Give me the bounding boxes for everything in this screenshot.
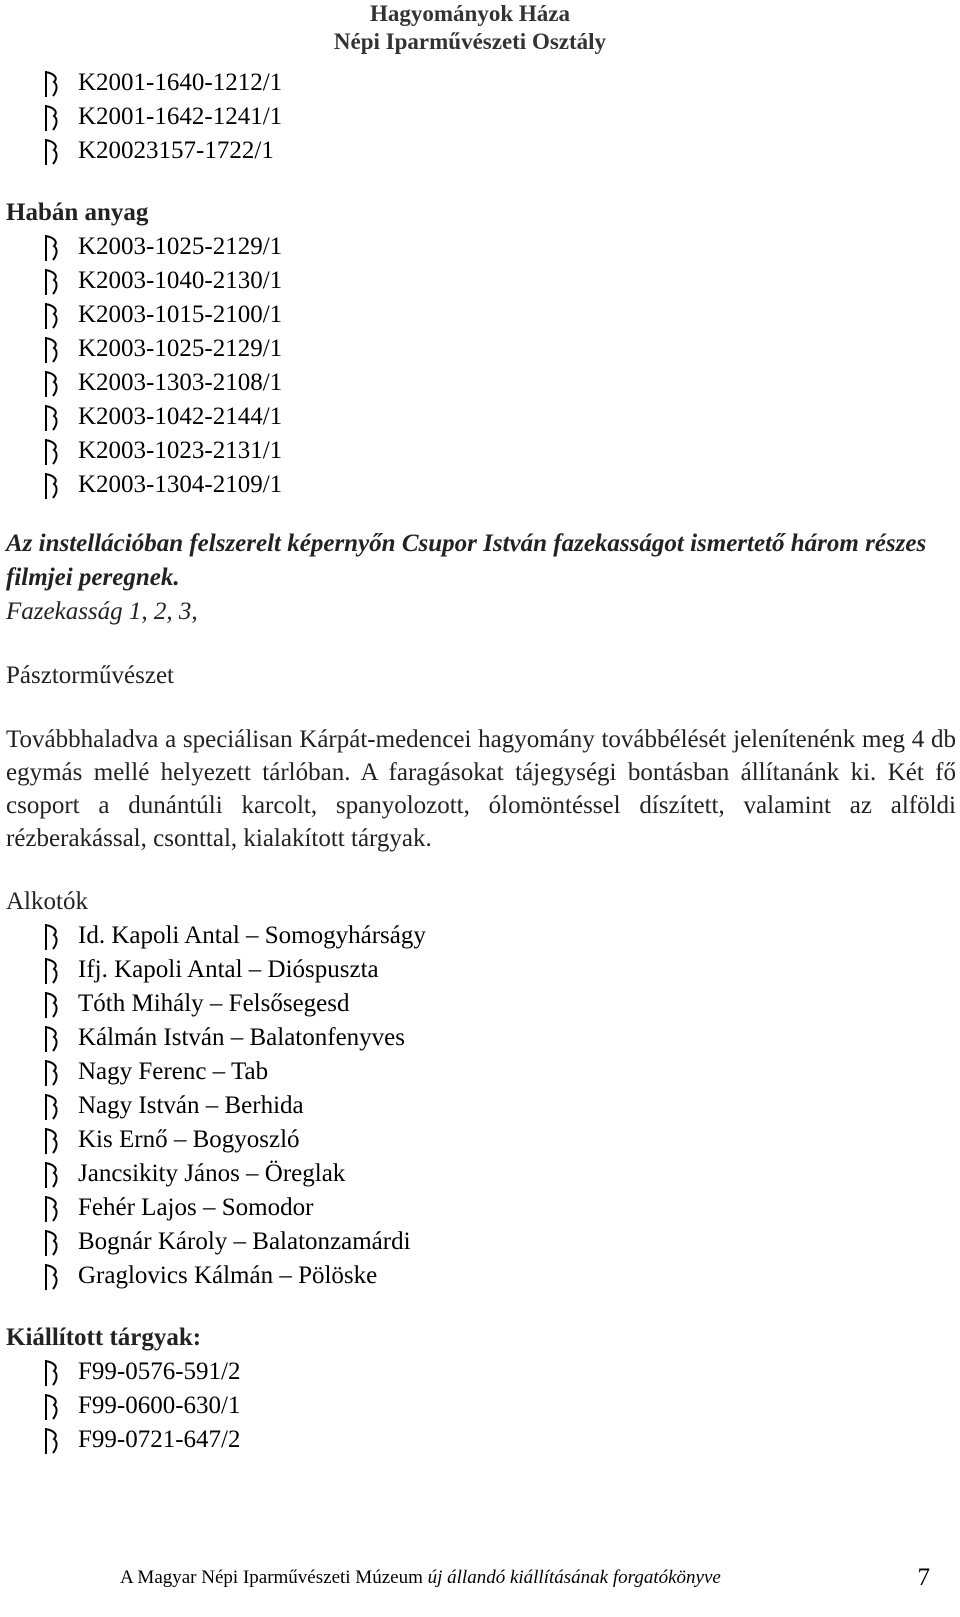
bullet-icon <box>42 138 62 166</box>
list-item-text: Kálmán István – Balatonfenyves <box>78 1024 405 1051</box>
list-item <box>6 400 956 434</box>
installation-text: Az instellációban felszerelt képernyőn Csupor István fazekasságot ismertető három részes filmjei peregnek. <box>6 530 927 591</box>
bullet-icon <box>42 1059 62 1087</box>
bullet-icon <box>42 1393 62 1421</box>
bullet-icon <box>42 1229 62 1257</box>
bullet-icon <box>42 438 62 466</box>
footer-text-normal: A Magyar Népi Iparművészeti Múzeum <box>120 1567 423 1588</box>
bullet-icon <box>42 268 62 296</box>
page-footer <box>120 1566 940 1590</box>
list-item-text: K2003-1025-2129/1 <box>78 335 283 362</box>
list-item <box>6 1157 956 1191</box>
list-item-text: F99-0721-647/2 <box>78 1426 241 1453</box>
list-item <box>6 434 956 468</box>
bullet-icon <box>42 302 62 330</box>
list-kiallitott <box>6 1355 956 1457</box>
list-item-text: K2003-1304-2109/1 <box>78 471 283 498</box>
bullet-icon <box>42 370 62 398</box>
list-item-text: Graglovics Kálmán – Pölöske <box>78 1262 378 1289</box>
list-item <box>6 919 956 953</box>
pasztor-paragraph: Továbbhaladva a speciálisan Kárpát-medencei hagyomány továbbélését jelenítenénk meg 4 db egymás mellé helyezett tárlóban. A faragásokat tájegységi bontásban állítanánk ki. Két fő csoport a dunántúli karcolt, spanyolozott, ólomöntéssel díszített, valamint az alföldi rézberakással, csonttal, kialakított tárgyak. <box>6 726 956 852</box>
bullet-icon <box>42 1093 62 1121</box>
list-item <box>6 1355 956 1389</box>
bullet-icon <box>42 336 62 364</box>
list-item-text: K2003-1025-2129/1 <box>78 233 283 260</box>
list-item <box>6 230 956 264</box>
list-item <box>6 264 956 298</box>
bullet-icon <box>42 70 62 98</box>
bullet-icon <box>42 1427 62 1455</box>
section-title-pasztor: Pásztorművészet <box>6 662 175 689</box>
section-title-kiallitott: Kiállított tárgyak: <box>6 1324 202 1351</box>
list-item-text: Fehér Lajos – Somodor <box>78 1194 314 1221</box>
list-item-text: Jancsikity János – Öreglak <box>78 1160 346 1187</box>
installation-films: Fazekasság 1, 2, 3, <box>6 598 198 625</box>
list-item <box>6 134 956 168</box>
bullet-icon <box>42 1359 62 1387</box>
list-item <box>6 1123 956 1157</box>
list-item-text: K2001-1640-1212/1 <box>78 69 283 96</box>
bullet-icon <box>42 1195 62 1223</box>
list-item <box>6 366 956 400</box>
header-line-2: Népi Iparművészeti Osztály <box>333 29 607 54</box>
bullet-icon <box>42 1025 62 1053</box>
list-item <box>6 1191 956 1225</box>
list-top <box>6 66 956 168</box>
footer-text-italic: új állandó kiállításának forgatókönyve <box>427 1567 721 1588</box>
bullet-icon <box>42 472 62 500</box>
bullet-icon <box>42 923 62 951</box>
list-item-text: K2001-1642-1241/1 <box>78 103 283 130</box>
header-line-1: Hagyományok Háza <box>370 1 570 26</box>
list-item-text: Kis Ernő – Bogyoszló <box>78 1126 300 1153</box>
section-title-alkotok: Alkotók <box>6 888 88 915</box>
bullet-icon <box>42 1127 62 1155</box>
list-item <box>6 1055 956 1089</box>
list-item-text: Nagy Ferenc – Tab <box>78 1058 269 1085</box>
list-item <box>6 100 956 134</box>
list-item <box>6 1423 956 1457</box>
bullet-icon <box>42 104 62 132</box>
list-item-text: Id. Kapoli Antal – Somogyhárságy <box>78 922 426 949</box>
bullet-icon <box>42 1161 62 1189</box>
list-item-text: K2003-1042-2144/1 <box>78 403 283 430</box>
bullet-icon <box>42 234 62 262</box>
page-number: 7 <box>917 1564 930 1591</box>
list-item-text: Tóth Mihály – Felsősegesd <box>78 990 350 1017</box>
document-body <box>6 66 956 1457</box>
list-item <box>6 987 956 1021</box>
section-title-haban: Habán anyag <box>6 199 149 226</box>
bullet-icon <box>42 404 62 432</box>
list-item <box>6 1389 956 1423</box>
list-item <box>6 1259 956 1293</box>
list-item <box>6 1225 956 1259</box>
list-item <box>6 298 956 332</box>
list-item <box>6 66 956 100</box>
list-item-text: K20023157-1722/1 <box>78 137 274 164</box>
list-haban <box>6 230 956 502</box>
list-item <box>6 1021 956 1055</box>
list-item-text: F99-0600-630/1 <box>78 1392 241 1419</box>
bullet-icon <box>42 957 62 985</box>
page-header <box>300 0 640 56</box>
list-item-text: Nagy István – Berhida <box>78 1092 304 1119</box>
list-item-text: K2003-1303-2108/1 <box>78 369 283 396</box>
list-item-text: Bognár Károly – Balatonzamárdi <box>78 1228 411 1255</box>
list-item-text: K2003-1040-2130/1 <box>78 267 283 294</box>
bullet-icon <box>42 1263 62 1291</box>
bullet-icon <box>42 991 62 1019</box>
list-item <box>6 468 956 502</box>
list-item <box>6 953 956 987</box>
list-item-text: K2003-1023-2131/1 <box>78 437 283 464</box>
list-item <box>6 332 956 366</box>
list-item <box>6 1089 956 1123</box>
list-alkotok <box>6 919 956 1293</box>
list-item-text: K2003-1015-2100/1 <box>78 301 283 328</box>
list-item-text: Ifj. Kapoli Antal – Dióspuszta <box>78 956 379 983</box>
list-item-text: F99-0576-591/2 <box>78 1358 241 1385</box>
